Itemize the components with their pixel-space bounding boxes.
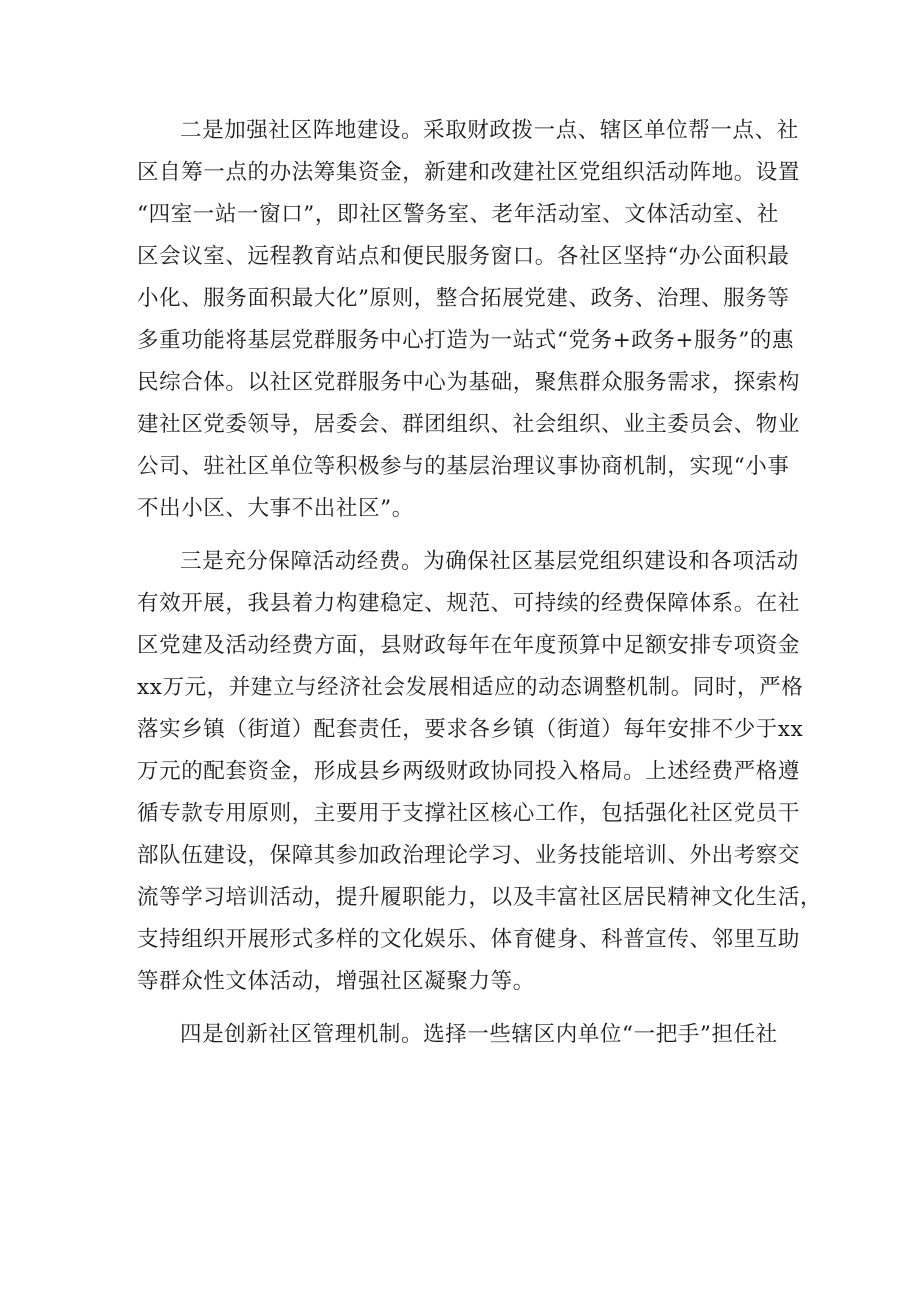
paragraph-activity-funding: [137, 541, 823, 1003]
text-line: 四是创新社区管理机制。选择一些辖区内单位“一把手”担任社: [180, 1022, 778, 1047]
text-line: 部队伍建设，保障其参加政治理论学习、业务技能培训、外出考察交: [137, 843, 801, 868]
text-line: 区自筹一点的办法筹集资金，新建和改建社区党组织活动阵地。设置: [137, 160, 801, 185]
text-line: “四室一站一窗口”，即社区警务室、老年活动室、文体活动室、社: [137, 202, 779, 227]
paragraph-management-mechanism: [137, 1014, 792, 1056]
text-line: 落实乡镇（街道）配套责任，要求各乡镇（街道）每年安排不少于xx: [137, 717, 804, 742]
text-line: 流等学习培训活动，提升履职能力，以及丰富社区居民精神文化生活，: [137, 885, 823, 910]
text-line: 民综合体。以社区党群服务中心为基础，聚焦群众服务需求，探索构: [137, 370, 801, 395]
text-line: 支持组织开展形式多样的文化娱乐、体育健身、科普宣传、邻里互助: [137, 927, 801, 952]
text-line: 三是充分保障活动经费。为确保社区基层党组织建设和各项活动: [180, 549, 799, 574]
text-line: 多重功能将基层党群服务中心打造为一站式“党务+政务+服务”的惠: [137, 328, 795, 353]
text-line: 区党建及活动经费方面，县财政每年在年度预算中足额安排专项资金: [137, 633, 801, 658]
text-line: 等群众性文体活动，增强社区凝聚力等。: [137, 969, 535, 994]
text-line: 小化、服务面积最大化”原则，整合拓展党建、政务、治理、服务等: [137, 286, 790, 311]
text-line: 不出小区、大事不出社区”。: [137, 496, 414, 521]
text-line: 万元的配套资金，形成县乡两级财政协同投入格局。上述经费严格遵: [137, 759, 801, 784]
text-line: 二是加强社区阵地建设。采取财政拨一点、辖区单位帮一点、社: [180, 118, 799, 143]
document-body: [137, 110, 823, 1067]
text-line: xx万元，并建立与经济社会发展相适应的动态调整机制。同时，严格: [137, 675, 804, 700]
text-line: 有效开展，我县着力构建稳定、规范、可持续的经费保障体系。在社: [137, 591, 801, 616]
text-line: 循专款专用原则，主要用于支撑社区核心工作，包括强化社区党员干: [137, 801, 801, 826]
text-line: 区会议室、远程教育站点和便民服务窗口。各社区坚持“办公面积最: [137, 244, 790, 269]
paragraph-community-facilities: [137, 110, 801, 530]
text-line: 公司、驻社区单位等积极参与的基层治理议事协商机制，实现“小事: [137, 454, 790, 479]
text-line: 建社区党委领导，居委会、群团组织、社会组织、业主委员会、物业: [137, 412, 801, 437]
